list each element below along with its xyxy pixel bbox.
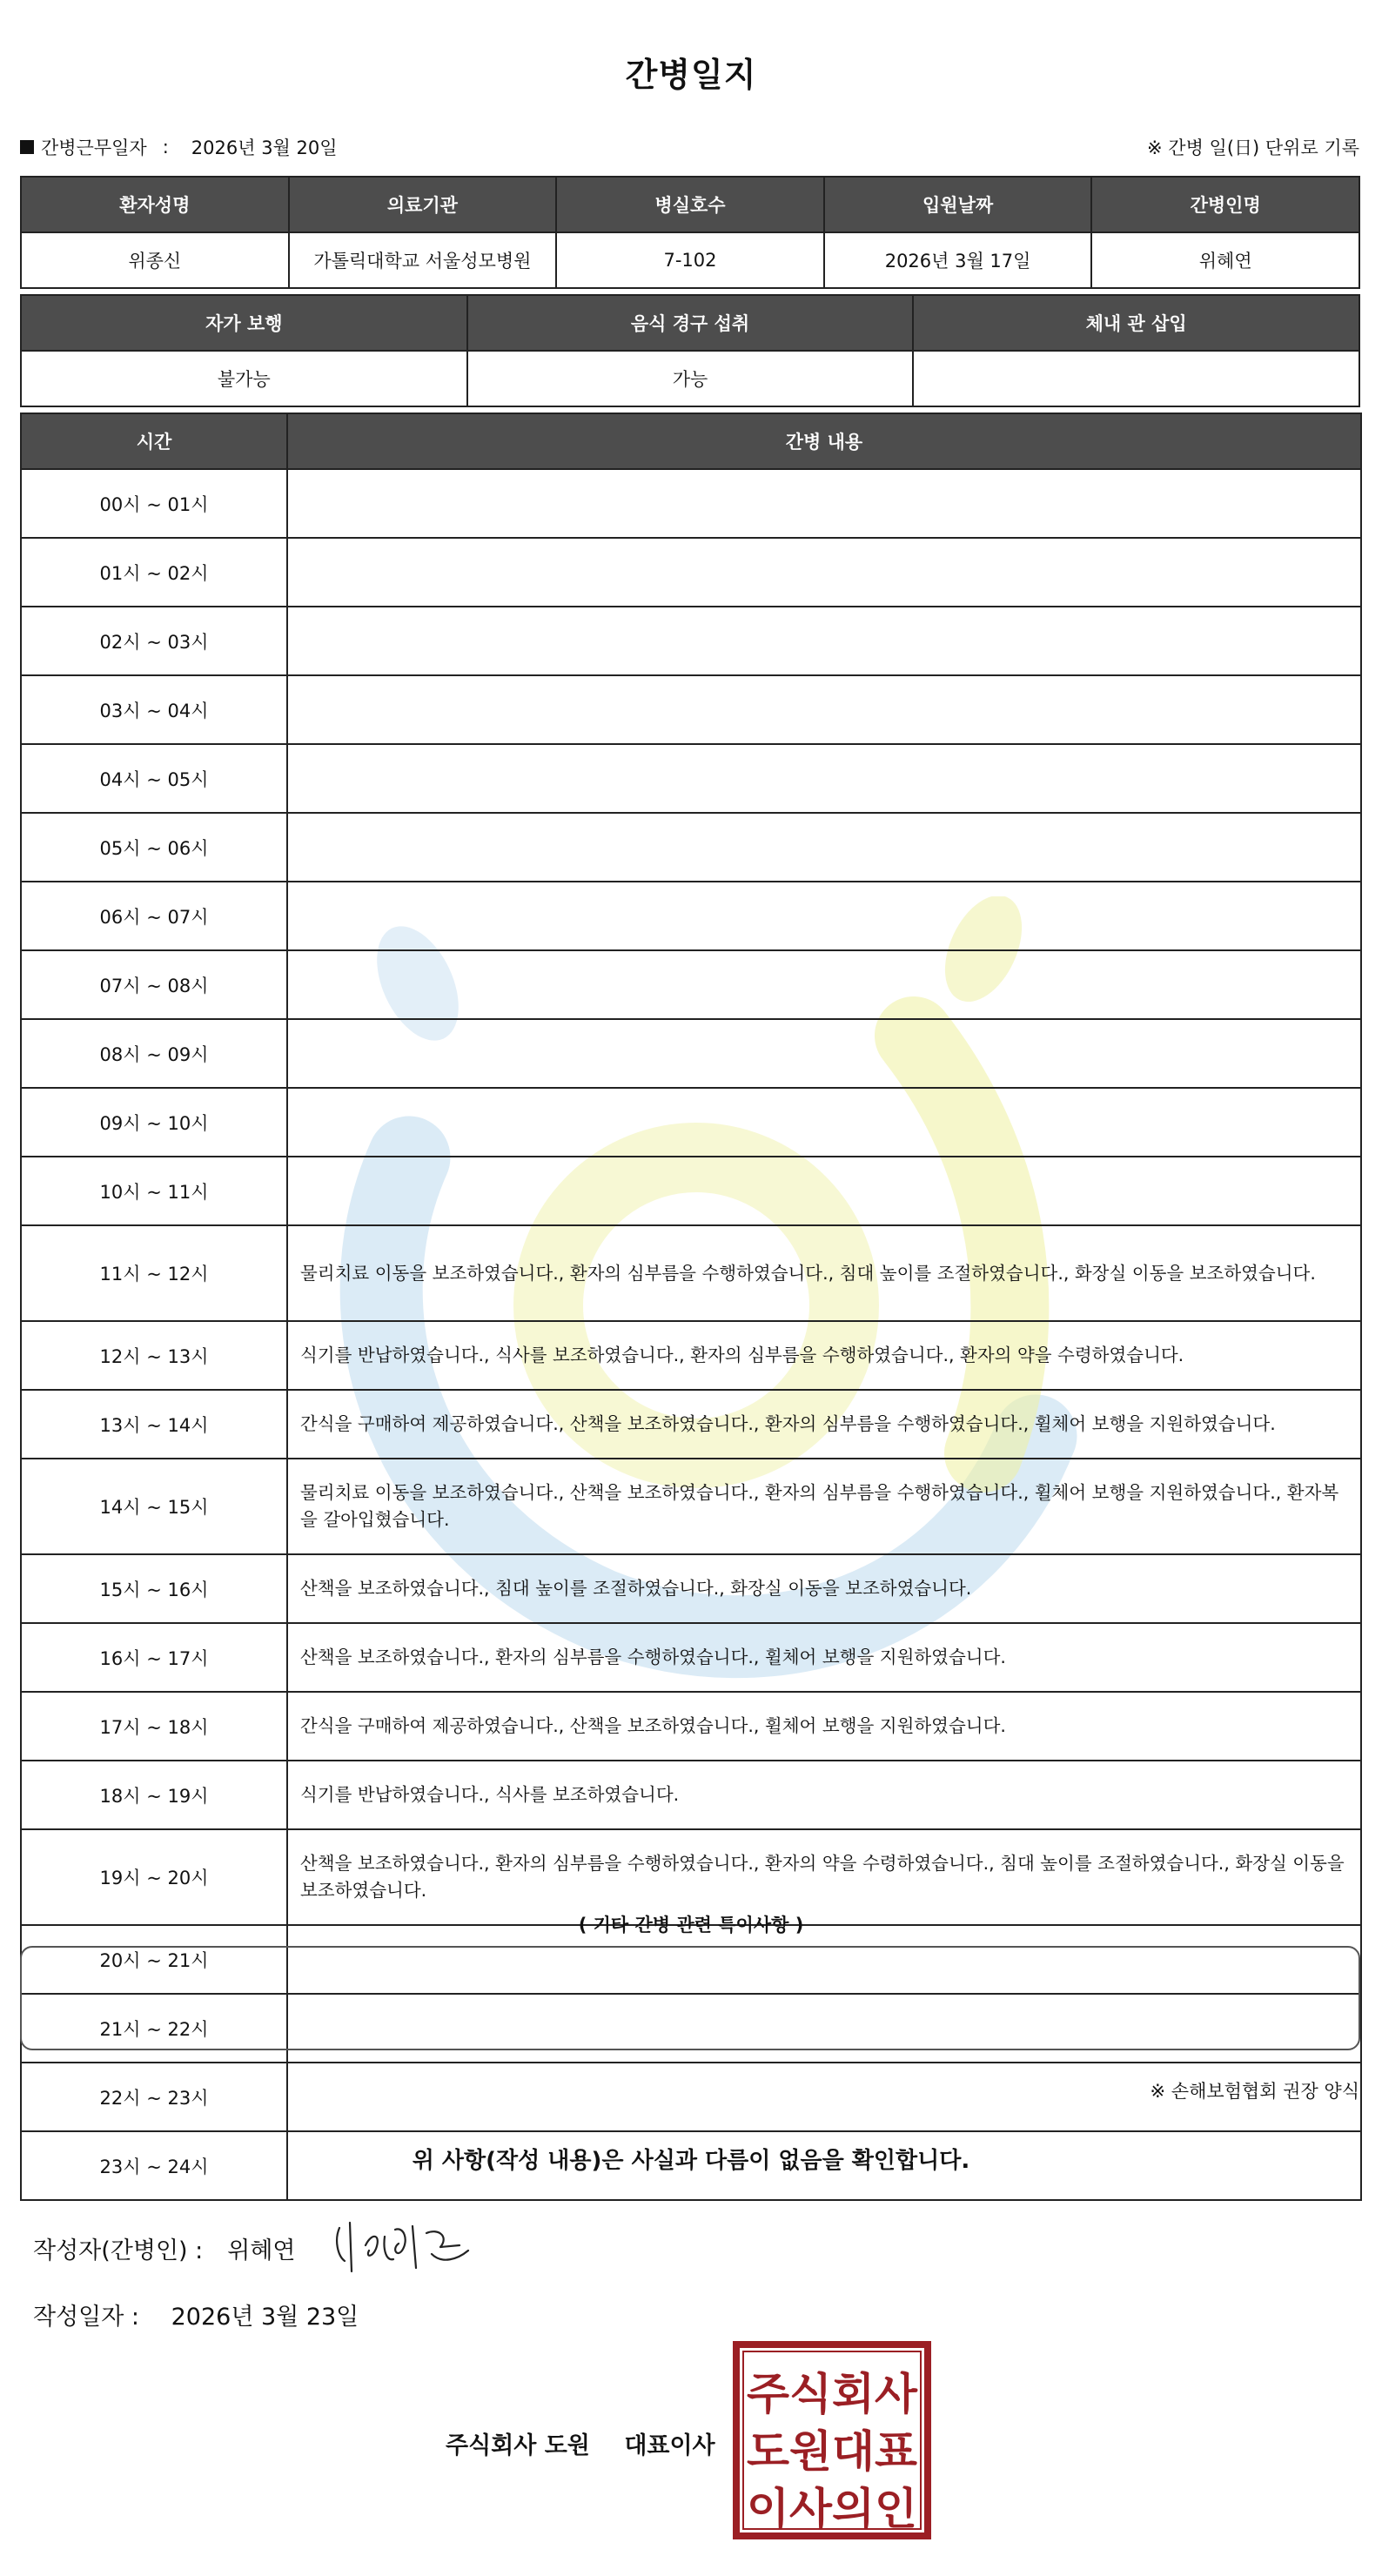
care-log-time: 00시 ~ 01시 xyxy=(21,469,287,538)
page-title: 간병일지 xyxy=(625,56,757,94)
writer-label: 작성자(간병인) : xyxy=(33,2237,204,2264)
unit-note: ※ 간병 일(日) 단위로 기록 xyxy=(1147,138,1359,158)
care-log-row xyxy=(21,1019,1361,1088)
seal-line-3: 이사의인 xyxy=(747,2484,917,2534)
header-self-walking: 자가 보행 xyxy=(21,295,467,351)
patient-info-header-row xyxy=(21,177,1359,232)
care-log-time: 01시 ~ 02시 xyxy=(21,538,287,607)
header-tube-insertion: 체내 관 삽입 xyxy=(913,295,1359,351)
work-date-value: 2026년 3월 20일 xyxy=(191,138,338,158)
patient-status-table xyxy=(20,294,1360,407)
care-log-note xyxy=(287,1019,1361,1088)
care-log-row xyxy=(21,813,1361,882)
header-hospital: 의료기관 xyxy=(289,177,557,232)
care-log-time: 22시 ~ 23시 xyxy=(21,2063,287,2131)
care-log-time: 05시 ~ 06시 xyxy=(21,813,287,882)
self-walking-value: 불가능 xyxy=(21,351,467,406)
care-log-note xyxy=(287,469,1361,538)
care-log-time: 11시 ~ 12시 xyxy=(21,1225,287,1321)
care-log-row xyxy=(21,744,1361,813)
write-date-label: 작성일자 : xyxy=(33,2304,140,2331)
care-log-time: 12시 ~ 13시 xyxy=(21,1321,287,1390)
admission-date: 2026년 3월 17일 xyxy=(824,232,1092,288)
header-oral-intake: 음식 경구 섭취 xyxy=(467,295,914,351)
special-notes-label: ( 기타 간병 관련 특이사항 ) xyxy=(578,1915,804,1935)
care-log-note xyxy=(287,1088,1361,1157)
care-log-note: 식기를 반납하였습니다., 식사를 보조하였습니다., 환자의 심부름을 수행하였습니다., 환자의 약을 수령하였습니다. xyxy=(287,1321,1361,1390)
care-log-header-row xyxy=(21,413,1361,469)
recommend-note: ※ 손해보험협회 권장 양식 xyxy=(1150,2081,1359,2102)
header-patient-name: 환자성명 xyxy=(21,177,289,232)
tube-insertion-value xyxy=(913,351,1359,406)
special-notes-box xyxy=(20,1946,1360,2050)
company-seal-icon xyxy=(733,2341,931,2539)
care-log-note: 산책을 보조하였습니다., 환자의 심부름을 수행하였습니다., 환자의 약을 수령하였습니다., 침대 높이를 조절하였습니다., 화장실 이동을 보조하였습니다. xyxy=(287,1829,1361,1925)
care-log-row xyxy=(21,1088,1361,1157)
work-date-colon: : xyxy=(162,137,169,158)
care-log-row xyxy=(21,1692,1361,1761)
care-log-note: 간식을 구매하여 제공하였습니다., 산책을 보조하였습니다., 휠체어 보행을 지원하였습니다. xyxy=(287,1692,1361,1761)
care-log-time: 08시 ~ 09시 xyxy=(21,1019,287,1088)
company-row xyxy=(446,2426,715,2460)
care-log-time: 06시 ~ 07시 xyxy=(21,882,287,950)
patient-info-table xyxy=(20,176,1360,289)
care-log-note xyxy=(287,744,1361,813)
care-log-time: 04시 ~ 05시 xyxy=(21,744,287,813)
header-room: 병실호수 xyxy=(556,177,824,232)
care-log-note xyxy=(287,538,1361,607)
care-log-time: 18시 ~ 19시 xyxy=(21,1761,287,1829)
company-representative: 대표이사 xyxy=(624,2432,715,2459)
care-log-time: 15시 ~ 16시 xyxy=(21,1554,287,1623)
care-log-note: 간식을 구매하여 제공하였습니다., 산책을 보조하였습니다., 환자의 심부름을 수행하였습니다., 휠체어 보행을 지원하였습니다. xyxy=(287,1390,1361,1459)
seal-line-1: 주식회사 xyxy=(747,2369,918,2419)
care-log-time: 02시 ~ 03시 xyxy=(21,607,287,675)
room-number: 7-102 xyxy=(556,232,824,288)
care-log-row xyxy=(21,1225,1361,1321)
care-log-time: 10시 ~ 11시 xyxy=(21,1157,287,1225)
write-date-row xyxy=(33,2298,359,2331)
caregiver-name: 위혜연 xyxy=(1091,232,1359,288)
care-log-note: 산책을 보조하였습니다., 환자의 심부름을 수행하였습니다., 휠체어 보행을 지원하였습니다. xyxy=(287,1623,1361,1692)
header-care-content: 간병 내용 xyxy=(287,413,1361,469)
care-log-time: 20시 ~ 21시 xyxy=(21,1925,287,1994)
care-log-note xyxy=(287,1157,1361,1225)
care-log-row xyxy=(21,1459,1361,1554)
care-log-row xyxy=(21,950,1361,1019)
patient-info-value-row xyxy=(21,232,1359,288)
work-date-row xyxy=(20,134,338,160)
care-log-note: 물리치료 이동을 보조하였습니다., 환자의 심부름을 수행하였습니다., 침대 높이를 조절하였습니다., 화장실 이동을 보조하였습니다. xyxy=(287,1225,1361,1321)
care-log-note xyxy=(287,882,1361,950)
work-date-label: 간병근무일자 xyxy=(41,138,147,158)
patient-status-value-row xyxy=(21,351,1359,406)
signature-icon xyxy=(331,2210,487,2280)
care-log-row xyxy=(21,538,1361,607)
confirmation-text: 위 사항(작성 내용)은 사실과 다름이 없음을 확인합니다. xyxy=(412,2148,970,2174)
care-log-time: 03시 ~ 04시 xyxy=(21,675,287,744)
care-log-row xyxy=(21,1623,1361,1692)
care-log-note xyxy=(287,813,1361,882)
care-log-time: 23시 ~ 24시 xyxy=(21,2131,287,2200)
care-log-note xyxy=(287,950,1361,1019)
patient-status-header-row xyxy=(21,295,1359,351)
care-log-row xyxy=(21,607,1361,675)
care-log-row xyxy=(21,882,1361,950)
hospital-name: 가톨릭대학교 서울성모병원 xyxy=(289,232,557,288)
header-time: 시간 xyxy=(21,413,287,469)
header-caregiver-name: 간병인명 xyxy=(1091,177,1359,232)
company-name: 주식회사 도원 xyxy=(446,2432,590,2459)
care-log-row xyxy=(21,469,1361,538)
care-log-time: 07시 ~ 08시 xyxy=(21,950,287,1019)
care-log-row xyxy=(21,675,1361,744)
header-admission-date: 입원날짜 xyxy=(824,177,1092,232)
care-log-row xyxy=(21,1554,1361,1623)
patient-name: 위종신 xyxy=(21,232,289,288)
care-log-time: 17시 ~ 18시 xyxy=(21,1692,287,1761)
oral-intake-value: 가능 xyxy=(467,351,914,406)
care-log-row xyxy=(21,1321,1361,1390)
write-date-value: 2026년 3월 23일 xyxy=(171,2304,359,2331)
care-log-time: 16시 ~ 17시 xyxy=(21,1623,287,1692)
square-bullet-icon xyxy=(20,140,34,154)
care-log-note xyxy=(287,607,1361,675)
care-log-note: 식기를 반납하였습니다., 식사를 보조하였습니다. xyxy=(287,1761,1361,1829)
care-log-time: 19시 ~ 20시 xyxy=(21,1829,287,1925)
care-log-note xyxy=(287,675,1361,744)
seal-line-2: 도원대표 xyxy=(747,2426,918,2477)
writer-name: 위혜연 xyxy=(227,2237,296,2264)
care-log-time: 09시 ~ 10시 xyxy=(21,1088,287,1157)
care-log-time: 14시 ~ 15시 xyxy=(21,1459,287,1554)
care-log-row xyxy=(21,1157,1361,1225)
writer-row xyxy=(33,2231,296,2265)
care-log-row xyxy=(21,1761,1361,1829)
care-log-note: 산책을 보조하였습니다., 침대 높이를 조절하였습니다., 화장실 이동을 보조하였습니다. xyxy=(287,1554,1361,1623)
care-log-time: 21시 ~ 22시 xyxy=(21,1994,287,2063)
care-log-body xyxy=(21,469,1361,2200)
care-log-note: 물리치료 이동을 보조하였습니다., 산책을 보조하였습니다., 환자의 심부름을 수행하였습니다., 휠체어 보행을 지원하였습니다., 환자복을 갈아입혔습니다. xyxy=(287,1459,1361,1554)
care-log-row xyxy=(21,1390,1361,1459)
care-log-time: 13시 ~ 14시 xyxy=(21,1390,287,1459)
